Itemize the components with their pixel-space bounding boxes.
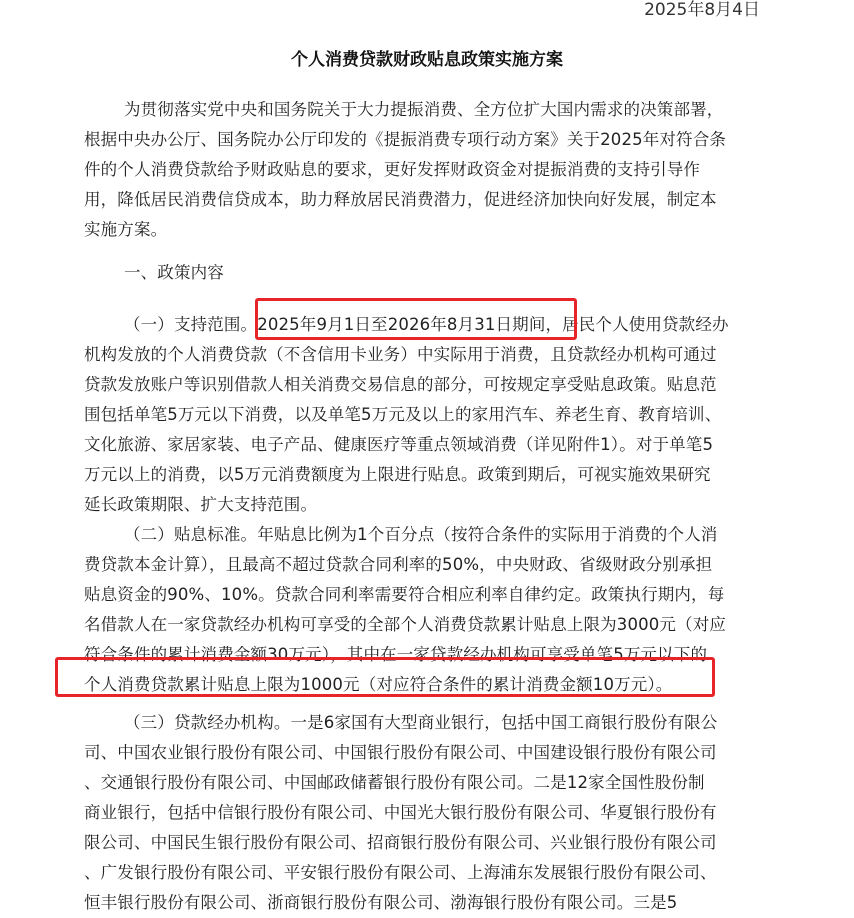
institutions-paragraph xyxy=(84,708,784,918)
institutions-line: 司、中国农业银行股份有限公司、中国银行股份有限公司、中国建设银行股份有限公司 xyxy=(84,743,717,762)
document-date: 2025年8月4日 xyxy=(644,0,760,20)
scope-line: 机构发放的个人消费贷款（不含信用卡业务）中实际用于消费，且贷款经办机构可通过 xyxy=(84,345,717,364)
institutions-line: 限公司、中国民生银行股份有限公司、招商银行股份有限公司、兴业银行股份有限公司 xyxy=(84,833,717,852)
institutions-line: 、广发银行股份有限公司、平安银行股份有限公司、上海浦东发展银行股份有限公司、 xyxy=(84,863,717,882)
standard-line: 贴息资金的90%、10%。贷款合同利率需要符合相应利率自律约定。政策执行期内，每 xyxy=(84,585,725,604)
institutions-line: 商业银行，包括中信银行股份有限公司、中国光大银行股份有限公司、华夏银行股份有 xyxy=(84,803,717,822)
scope-line: 万元以上的消费，以5万元消费额度为上限进行贴息。政策到期后，可视实施效果研究 xyxy=(84,465,711,484)
scope-label: （一）支持范围。 xyxy=(124,315,258,334)
intro-line: 为贯彻落实党中央和国务院关于大力提振消费、全方位扩大国内需求的决策部署， xyxy=(124,100,724,119)
institutions-line: 恒丰银行股份有限公司、浙商银行股份有限公司、渤海银行股份有限公司。三是5 xyxy=(84,893,678,912)
intro-line: 用，降低居民消费信贷成本，助力释放居民消费潜力，促进经济加快向好发展，制定本 xyxy=(84,190,717,209)
scope-line: 贷款发放账户等识别借款人相关消费交易信息的部分，可按规定享受贴息政策。贴息范 xyxy=(84,375,717,394)
intro-paragraph xyxy=(84,95,784,245)
scope-line: 延长政策期限、扩大支持范围。 xyxy=(84,495,318,514)
section-heading-policy xyxy=(84,258,784,288)
scope-first-line-rest: 居民个人使用贷款经办 xyxy=(562,315,729,334)
standard-line: 名借款人在一家贷款经办机构可享受的全部个人消费贷款累计贴息上限为3000元（对应 xyxy=(84,615,726,634)
intro-line: 根据中央办公厅、国务院办公厅印发的《提振消费专项行动方案》关于2025年对符合条 xyxy=(84,130,726,149)
standard-paragraph xyxy=(84,520,784,700)
standard-line: 符合条件的累计消费金额30万元），其中在一家贷款经办机构可享受单笔5万元以下的 xyxy=(84,645,708,664)
scope-paragraph xyxy=(84,310,784,520)
intro-line: 实施方案。 xyxy=(84,220,168,239)
standard-highlight-line: 个人消费贷款累计贴息上限为1000元（对应符合条件的累计消费金额10万元）。 xyxy=(84,675,673,694)
scope-line: 围包括单笔5万元以下消费，以及单笔5万元及以上的家用汽车、养老生育、教育培训、 xyxy=(84,405,722,424)
scope-first-line xyxy=(84,310,784,340)
document-title: 个人消费贷款财政贴息政策实施方案 xyxy=(291,50,563,70)
scope-period-highlight: 2025年9月1日至2026年8月31日期间， xyxy=(257,315,563,334)
standard-first-line: （二）贴息标准。年贴息比例为1个百分点（按符合条件的实际用于消费的个人消 xyxy=(124,525,718,544)
intro-line: 件的个人消费贷款给予财政贴息的要求，更好发挥财政资金对提振消费的支持引导作 xyxy=(84,160,701,179)
scope-line: 文化旅游、家居家装、电子产品、健康医疗等重点领域消费（详见附件1）。对于单笔5 xyxy=(84,435,714,454)
institutions-first-line: （三）贷款经办机构。一是6家国有大型商业银行，包括中国工商银行股份有限公 xyxy=(124,713,718,732)
standard-line: 费贷款本金计算），且最高不超过贷款合同利率的50%，中央财政、省级财政分别承担 xyxy=(84,555,713,574)
institutions-line: 、交通银行股份有限公司、中国邮政储蓄银行股份有限公司。二是12家全国性股份制 xyxy=(84,773,705,792)
section-heading-text: 一、政策内容 xyxy=(124,263,224,282)
